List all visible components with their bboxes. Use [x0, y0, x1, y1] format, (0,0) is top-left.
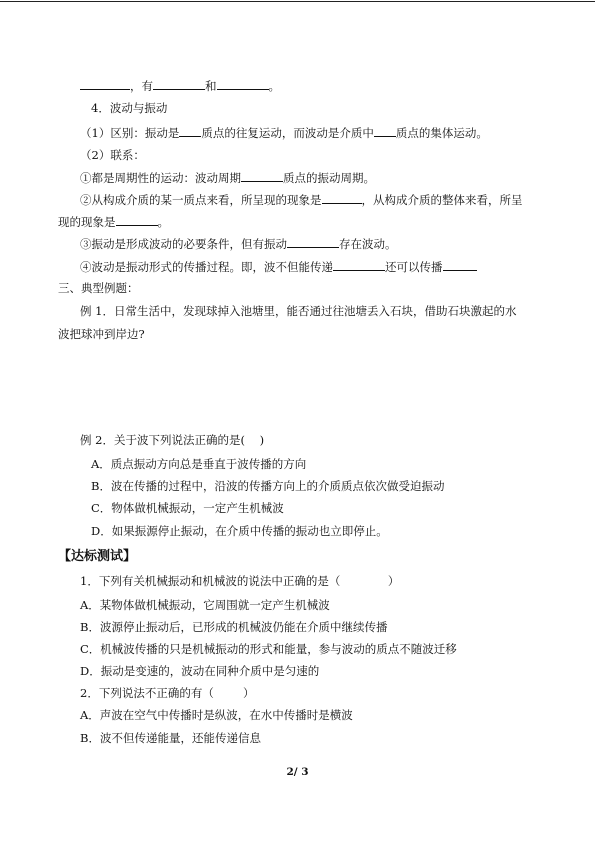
question-1-stem: 1．下列有关机械振动和机械波的说法中正确的是（ ）: [80, 574, 400, 588]
page-number: 2/ 3: [286, 766, 309, 778]
relation-title: （2）联系：: [80, 148, 145, 162]
relation-item-3: ③振动是形成波动的必要条件，但有振动 存在波动。: [80, 237, 397, 251]
blank: [374, 125, 396, 137]
blank: [116, 214, 158, 226]
example-2-option: A．质点振动方向总是垂直于波传播的方向: [91, 457, 307, 471]
question-2-option: A．声波在空气中传播时是纵波，在水中传播时是横波: [80, 708, 353, 722]
blank: [333, 259, 385, 271]
examples-title: 三、典型例题：: [58, 281, 139, 295]
relation-item-2-cont: 现的现象是 。: [58, 215, 169, 229]
blank: [443, 259, 477, 271]
blank: [322, 192, 362, 204]
example-2-option: B．波在传播的过程中，沿波的传播方向上的介质质点依次做受迫振动: [91, 479, 445, 493]
top-rule: [0, 1, 595, 2]
relation-item-1: ①都是周期性的运动：波动周期 质点的振动周期。: [80, 171, 375, 185]
relation-item-4: ④波动是振动形式的传播过程。即，波不但能传递 还可以传播: [80, 259, 477, 275]
example-2-option: C．物体做机械振动，一定产生机械波: [91, 501, 284, 515]
example-1-line-1: 例 1．日常生活中，发现球掉入池塘里，能否通过往池塘丢入石块，借助石块激起的水: [80, 304, 517, 318]
relation-item-2: ②从构成介质的某一质点来看，所呈现的现象是 ，从构成介质的整体来看，所呈: [80, 193, 523, 207]
question-2-stem: 2．下列说法不正确的有（ ）: [80, 686, 255, 700]
example-2-stem: 例 2．关于波下列说法正确的是( ): [80, 433, 265, 447]
blank: [153, 78, 205, 90]
question-1-option: D．振动是变速的，波动在同种介质中是匀速的: [80, 664, 320, 678]
test-heading: 【达标测试】: [58, 549, 137, 564]
blank: [217, 78, 269, 90]
fragment-line: ，有 和 。: [80, 78, 280, 94]
section-title: 4．波动与振动: [91, 101, 168, 115]
question-1-option: C．机械波传播的只是机械振动的形式和能量，参与波动的质点不随波迁移: [80, 642, 457, 656]
blank: [241, 170, 283, 182]
blank: [179, 125, 201, 137]
blank: [287, 236, 339, 248]
question-1-option: B．波源停止振动后，已形成的机械波仍能在介质中继续传播: [80, 620, 388, 634]
example-1-line-2: 波把球冲到岸边?: [58, 327, 145, 341]
blank: [80, 78, 130, 90]
example-2-option: D．如果振源停止振动，在介质中传播的振动也立即停止。: [91, 524, 388, 538]
difference-line: （1）区别：振动是 质点的往复运动，而波动是介质中 质点的集体运动。: [80, 126, 488, 140]
question-2-option: B．波不但传递能量，还能传递信息: [80, 731, 261, 745]
question-1-option: A．某物体做机械振动，它周围就一定产生机械波: [80, 598, 330, 612]
